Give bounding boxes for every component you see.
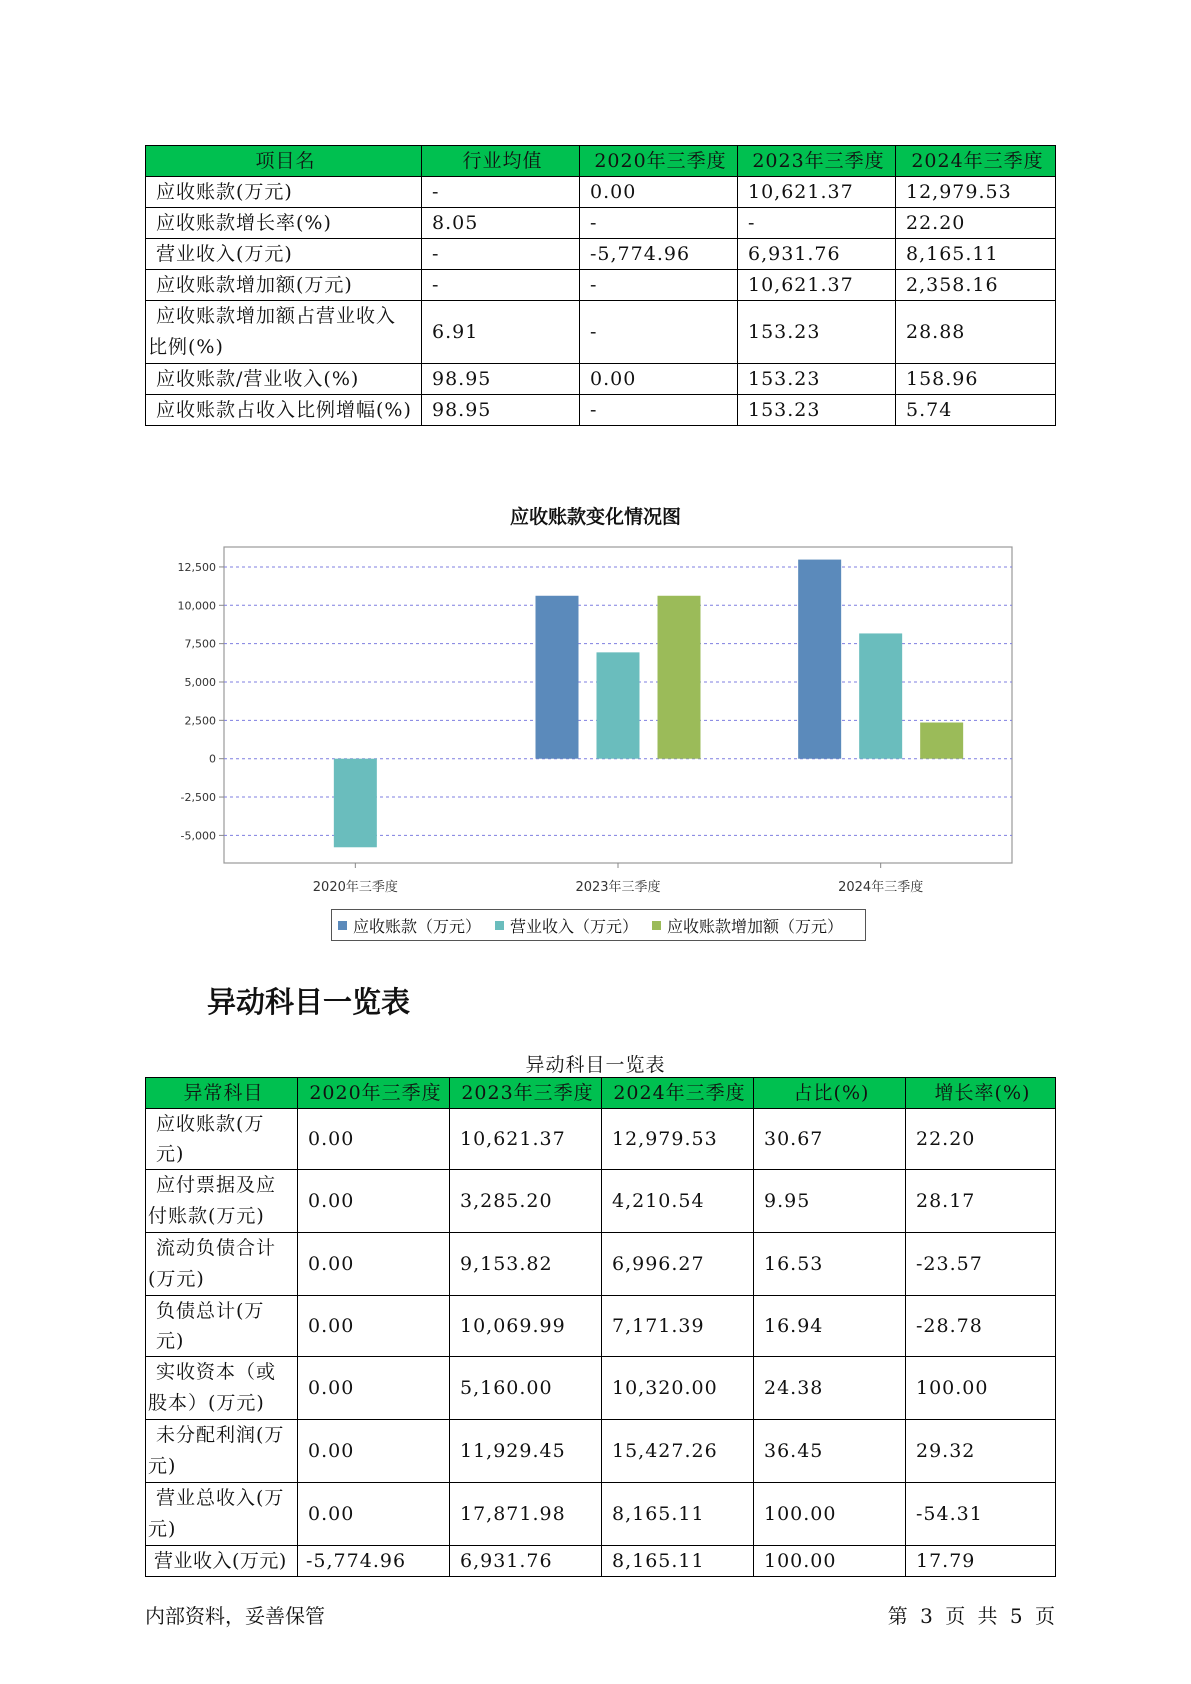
table-cell: 8,165.11 bbox=[602, 1483, 754, 1546]
bar bbox=[334, 759, 377, 848]
row-label: 负债总计(万元) bbox=[146, 1296, 298, 1357]
table-cell: 0.00 bbox=[298, 1483, 450, 1546]
table-cell: 9.95 bbox=[754, 1170, 906, 1233]
x-tick-label: 2024年三季度 bbox=[838, 880, 924, 895]
row-label: 营业收入(万元) bbox=[146, 1546, 298, 1577]
table-cell: 9,153.82 bbox=[450, 1233, 602, 1296]
legend-swatch bbox=[495, 921, 504, 930]
column-header: 行业均值 bbox=[422, 146, 580, 177]
row-label: 实收资本（或股本）(万元) bbox=[146, 1357, 298, 1420]
table-cell: - bbox=[422, 239, 580, 270]
table-row bbox=[146, 395, 1056, 426]
table-row bbox=[146, 1483, 1056, 1546]
y-tick-label: -2,500 bbox=[180, 791, 216, 805]
table-cell: 30.67 bbox=[754, 1109, 906, 1170]
table-cell: 3,285.20 bbox=[450, 1170, 602, 1233]
row-label: 应收账款增加额(万元) bbox=[146, 270, 422, 301]
bar bbox=[859, 633, 902, 758]
table-cell: 28.88 bbox=[896, 301, 1056, 364]
column-header: 2020年三季度 bbox=[580, 146, 738, 177]
table-cell: 17,871.98 bbox=[450, 1483, 602, 1546]
table-row bbox=[146, 1357, 1056, 1420]
table-cell: 100.00 bbox=[754, 1483, 906, 1546]
table-cell: 153.23 bbox=[738, 364, 896, 395]
y-tick-label: 10,000 bbox=[177, 599, 216, 613]
table-row bbox=[146, 177, 1056, 208]
receivables-table bbox=[145, 145, 1056, 426]
table-cell: 12,979.53 bbox=[896, 177, 1056, 208]
table-cell: -23.57 bbox=[906, 1233, 1056, 1296]
table-row bbox=[146, 1170, 1056, 1233]
row-label: 未分配利润(万元) bbox=[146, 1420, 298, 1483]
page-number: 第 3 页 共 5 页 bbox=[887, 1604, 1055, 1628]
table-cell: 6,931.76 bbox=[450, 1546, 602, 1577]
table-cell: 16.94 bbox=[754, 1296, 906, 1357]
x-tick-label: 2023年三季度 bbox=[575, 880, 661, 895]
table-cell: 6,996.27 bbox=[602, 1233, 754, 1296]
table-cell: -5,774.96 bbox=[580, 239, 738, 270]
table-cell: 24.38 bbox=[754, 1357, 906, 1420]
table-cell: 22.20 bbox=[906, 1109, 1056, 1170]
table-cell: 100.00 bbox=[754, 1546, 906, 1577]
column-header: 2023年三季度 bbox=[450, 1078, 602, 1109]
table-row bbox=[146, 239, 1056, 270]
table-cell: 0.00 bbox=[298, 1170, 450, 1233]
table-cell: -5,774.96 bbox=[298, 1546, 450, 1577]
y-tick-label: 5,000 bbox=[184, 675, 216, 689]
table-cell: 4,210.54 bbox=[602, 1170, 754, 1233]
table-cell: 100.00 bbox=[906, 1357, 1056, 1420]
table-cell: -28.78 bbox=[906, 1296, 1056, 1357]
row-label: 应收账款增长率(%) bbox=[146, 208, 422, 239]
table-cell: - bbox=[580, 301, 738, 364]
row-label: 应付票据及应付账款(万元) bbox=[146, 1170, 298, 1233]
table-cell: 0.00 bbox=[298, 1296, 450, 1357]
y-tick-label: 0 bbox=[209, 752, 216, 766]
row-label: 营业总收入(万元) bbox=[146, 1483, 298, 1546]
table-cell: 98.95 bbox=[422, 395, 580, 426]
table-cell: 10,069.99 bbox=[450, 1296, 602, 1357]
row-label: 营业收入(万元) bbox=[146, 239, 422, 270]
table-cell: 5,160.00 bbox=[450, 1357, 602, 1420]
table-cell: 158.96 bbox=[896, 364, 1056, 395]
table-row bbox=[146, 1296, 1056, 1357]
bar bbox=[536, 596, 579, 759]
table-cell: 11,929.45 bbox=[450, 1420, 602, 1483]
table-cell: 7,171.39 bbox=[602, 1296, 754, 1357]
table-cell: 0.00 bbox=[298, 1420, 450, 1483]
anomaly-items-table bbox=[145, 1077, 1056, 1577]
row-label: 应收账款(万元) bbox=[146, 177, 422, 208]
table-cell: 17.79 bbox=[906, 1546, 1056, 1577]
column-header: 2020年三季度 bbox=[298, 1078, 450, 1109]
table-cell: 2,358.16 bbox=[896, 270, 1056, 301]
table-row bbox=[146, 301, 1056, 364]
table-row bbox=[146, 364, 1056, 395]
chart-legend bbox=[331, 909, 866, 941]
column-header: 异常科目 bbox=[146, 1078, 298, 1109]
bar bbox=[920, 723, 963, 759]
column-header: 占比(%) bbox=[754, 1078, 906, 1109]
table-cell: 36.45 bbox=[754, 1420, 906, 1483]
table-row bbox=[146, 270, 1056, 301]
table-row bbox=[146, 208, 1056, 239]
y-tick-label: -5,000 bbox=[180, 829, 216, 843]
y-tick-label: 7,500 bbox=[184, 637, 216, 651]
legend-item bbox=[338, 914, 481, 937]
bar bbox=[597, 652, 640, 758]
legend-swatch bbox=[652, 921, 661, 930]
row-label: 流动负债合计(万元) bbox=[146, 1233, 298, 1296]
table-cell: 8,165.11 bbox=[602, 1546, 754, 1577]
legend-label: 应收账款（万元） bbox=[353, 916, 482, 936]
legend-label: 营业收入（万元） bbox=[510, 916, 639, 936]
table-cell: 10,621.37 bbox=[738, 270, 896, 301]
table-cell: - bbox=[580, 395, 738, 426]
table-cell: 0.00 bbox=[580, 364, 738, 395]
table-cell: 10,621.37 bbox=[738, 177, 896, 208]
bar bbox=[798, 560, 841, 759]
legend-swatch bbox=[338, 921, 347, 930]
table-cell: 16.53 bbox=[754, 1233, 906, 1296]
table-cell: - bbox=[580, 270, 738, 301]
section-heading: 异动科目一览表 bbox=[207, 985, 411, 1019]
table-cell: 15,427.26 bbox=[602, 1420, 754, 1483]
table-cell: 22.20 bbox=[896, 208, 1056, 239]
column-header: 2023年三季度 bbox=[738, 146, 896, 177]
column-header: 2024年三季度 bbox=[896, 146, 1056, 177]
table-cell: -54.31 bbox=[906, 1483, 1056, 1546]
y-tick-label: 2,500 bbox=[184, 714, 216, 728]
table-cell: 8,165.11 bbox=[896, 239, 1056, 270]
bar bbox=[658, 596, 701, 759]
row-label: 应收账款(万元) bbox=[146, 1109, 298, 1170]
table-cell: 12,979.53 bbox=[602, 1109, 754, 1170]
table-cell: 10,621.37 bbox=[450, 1109, 602, 1170]
legend-label: 应收账款增加额（万元） bbox=[667, 916, 844, 936]
table-cell: - bbox=[422, 270, 580, 301]
table-cell: 0.00 bbox=[298, 1233, 450, 1296]
table-cell: 0.00 bbox=[298, 1357, 450, 1420]
table-cell: 6,931.76 bbox=[738, 239, 896, 270]
table-cell: - bbox=[738, 208, 896, 239]
legend-item bbox=[652, 914, 843, 937]
table-cell: - bbox=[580, 208, 738, 239]
table-header-row bbox=[146, 146, 1056, 177]
table-row bbox=[146, 1546, 1056, 1577]
table-cell: 5.74 bbox=[896, 395, 1056, 426]
chart-title: 应收账款变化情况图 bbox=[509, 506, 681, 528]
table-cell: 10,320.00 bbox=[602, 1357, 754, 1420]
table-cell: 0.00 bbox=[298, 1109, 450, 1170]
row-label: 应收账款增加额占营业收入比例(%) bbox=[146, 301, 422, 364]
table-cell: 8.05 bbox=[422, 208, 580, 239]
table-cell: 153.23 bbox=[738, 395, 896, 426]
x-tick-label: 2020年三季度 bbox=[312, 880, 398, 895]
table-row bbox=[146, 1109, 1056, 1170]
table-cell: - bbox=[422, 177, 580, 208]
table-row bbox=[146, 1420, 1056, 1483]
footer-note: 内部资料，妥善保管 bbox=[145, 1604, 325, 1628]
legend-item bbox=[495, 914, 638, 937]
y-tick-label: 12,500 bbox=[177, 560, 216, 574]
table-row bbox=[146, 1233, 1056, 1296]
table-cell: 0.00 bbox=[580, 177, 738, 208]
column-header: 项目名 bbox=[146, 146, 422, 177]
row-label: 应收账款占收入比例增幅(%) bbox=[146, 395, 422, 426]
table-cell: 28.17 bbox=[906, 1170, 1056, 1233]
column-header: 2024年三季度 bbox=[602, 1078, 754, 1109]
table-cell: 153.23 bbox=[738, 301, 896, 364]
table-cell: 29.32 bbox=[906, 1420, 1056, 1483]
table-cell: 6.91 bbox=[422, 301, 580, 364]
column-header: 增长率(%) bbox=[906, 1078, 1056, 1109]
receivables-bar-chart bbox=[160, 535, 1040, 945]
table-caption: 异动科目一览表 bbox=[525, 1054, 666, 1076]
table-cell: 98.95 bbox=[422, 364, 580, 395]
row-label: 应收账款/营业收入(%) bbox=[146, 364, 422, 395]
table-header-row bbox=[146, 1078, 1056, 1109]
